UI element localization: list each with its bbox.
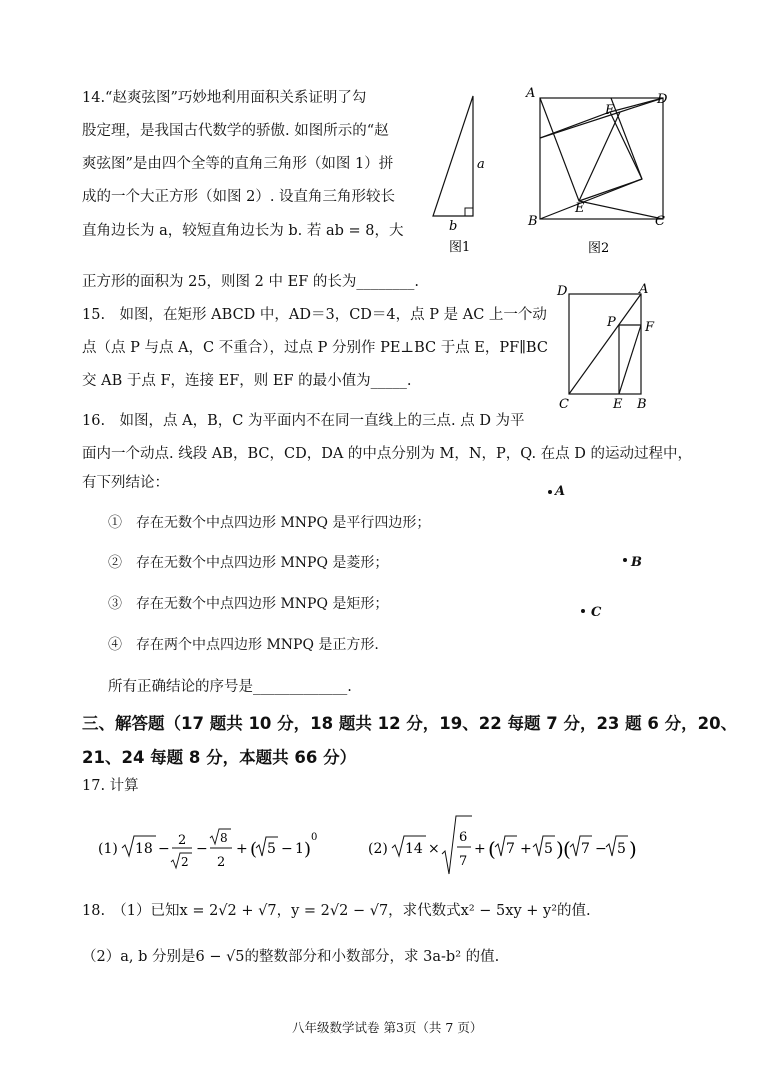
q16-line-1: 16. 如图，点 A，B，C 为平面内不在同一直线上的三点. 点 D 为平 [82,413,525,429]
fig2-label-F: F [605,103,615,118]
svg-text:+: + [474,841,486,857]
q18-part-1: 18. （1）已知x = 2√2 + √7，y = 2√2 − √7，求代数式x² − 5xy + y²的值. [82,903,591,919]
q16-line-3: 有下列结论： [82,475,169,491]
q14-figure-2 [520,84,680,260]
q14-line-2: 股定理，是我国古代数学的骄傲. 如图所示的“赵 [82,123,389,139]
q15-line-1: 15. 如图，在矩形 ABCD 中，AD＝3，CD＝4，点 P 是 AC 上一个动 [82,307,547,323]
q14-line-3: 爽弦图”是由四个全等的直角三角形（如图 1）拼 [82,156,394,172]
fig2-label-D: D [657,92,668,107]
q16-line-2: 面内一个动点. 线段 AB，BC，CD，DA 的中点分别为 M，N，P，Q. 在点 D 的运动过程中， [82,446,693,462]
point-A-label: A [555,484,566,499]
q17-part-1-label: (1) [98,841,118,857]
q16-option-4: ④ 存在两个中点四边形 MNPQ 是正方形. [108,637,379,653]
q14-figure-1 [425,88,495,258]
svg-text:8: 8 [220,831,228,845]
q15-label-B: B [637,397,647,412]
svg-text:−: − [196,841,208,857]
svg-text:+: + [520,841,532,857]
q15-line-2: 点（点 P 与点 A，C 不重合），过点 P 分别作 PE⊥BC 于点 E，PF∥BC [82,340,548,356]
svg-text:−: − [595,841,607,857]
svg-text:2: 2 [178,833,187,848]
fig1-label-a: a [477,157,485,172]
q17-part-2-label: (2) [368,841,388,857]
svg-text:): ) [556,837,564,861]
q16-option-1: ① 存在无数个中点四边形 MNPQ 是平行四边形； [108,515,431,531]
svg-text:7: 7 [459,854,468,869]
svg-text:(: ( [488,837,496,861]
q17-part-2 [368,814,637,888]
point-C-dot [581,609,585,613]
point-C-label: C [591,605,602,620]
svg-text:): ) [629,837,637,861]
section-3-heading-line-1: 三、解答题（17 题共 10 分，18 题共 12 分，19、22 每题 7 分，23 题 6 分，20、 [82,714,738,733]
svg-text:−: − [158,841,170,857]
q14-line-6: 正方形的面积为 25，则图 2 中 EF 的长为________. [82,274,419,290]
q14-line-1: 14.“赵爽弦图”巧妙地利用面积关系证明了勾 [82,90,367,106]
svg-text:−: − [281,841,293,857]
svg-text:(: ( [250,839,258,860]
svg-text:): ) [304,839,312,860]
svg-text:18: 18 [135,841,153,857]
section-3-heading-line-2: 21、24 每题 8 分，本题共 66 分） [82,748,357,767]
q16-option-3: ③ 存在无数个中点四边形 MNPQ 是矩形； [108,596,389,612]
q16-answer-line: 所有正确结论的序号是_____________. [108,679,352,695]
svg-text:×: × [428,841,440,857]
q14-line-5: 直角边长为 a，较短直角边长为 b. 若 ab = 8，大 [82,223,404,239]
svg-text:6: 6 [459,830,468,845]
q15-figure [555,280,675,412]
svg-text:2: 2 [181,855,189,869]
q15-label-A: A [639,282,649,297]
fig2-label-E: E [575,201,585,216]
svg-text:5: 5 [544,841,553,857]
svg-text:2: 2 [217,855,226,870]
svg-text:14: 14 [405,841,423,857]
q14-line-4: 成的一个大正方形（如图 2）. 设直角三角形较长 [82,189,396,205]
fig2-label-B: B [528,214,538,229]
fig2-label-A: A [526,86,536,101]
svg-text:5: 5 [617,841,626,857]
q15-label-F: F [645,320,655,335]
svg-text:+: + [236,841,248,857]
fig2-caption: 图2 [588,241,610,256]
svg-text:1: 1 [295,841,304,857]
point-B-label: B [631,555,642,570]
svg-text:7: 7 [581,841,590,857]
point-A-dot [548,490,552,494]
fig2-label-C: C [655,214,665,229]
page-footer: 八年级数学试卷 第3页（共 7 页） [292,1020,483,1035]
q18-part-2: （2）a, b 分别是6 − √5的整数部分和小数部分，求 3a-b² 的值. [82,949,500,965]
q17-part-1 [98,828,318,882]
q15-label-C: C [559,397,569,412]
svg-text:7: 7 [506,841,515,857]
q17-title: 17. 计算 [82,778,139,794]
q15-label-D: D [557,284,568,299]
q15-label-P: P [607,315,616,330]
q16-option-2: ② 存在无数个中点四边形 MNPQ 是菱形； [108,555,389,571]
q15-line-3: 交 AB 于点 F，连接 EF，则 EF 的最小值为_____. [82,373,412,389]
fig1-caption: 图1 [449,240,471,255]
svg-text:(: ( [563,837,571,861]
q15-label-E: E [613,397,623,412]
point-B-dot [623,558,627,562]
svg-text:5: 5 [267,841,276,857]
svg-text:0: 0 [311,832,318,843]
fig1-label-b: b [449,219,458,234]
